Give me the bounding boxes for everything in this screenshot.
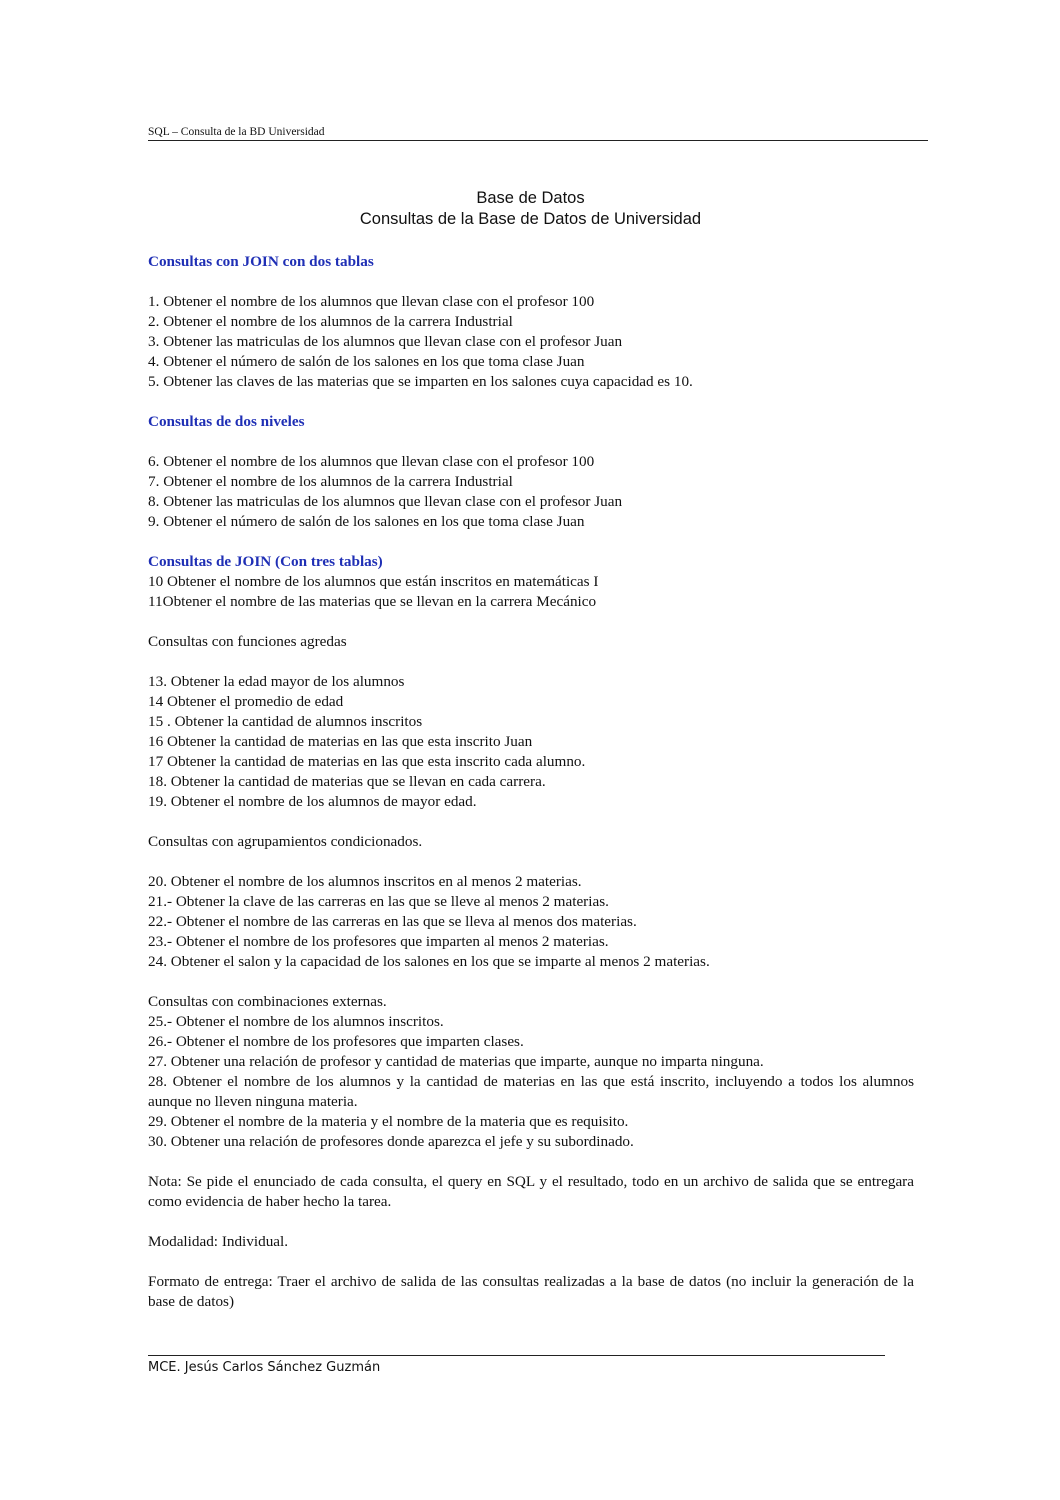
section-heading-outer-joins: Consultas con combinaciones externas. — [148, 993, 387, 1010]
running-header: SQL – Consulta de la BD Universidad — [148, 126, 928, 141]
list-item: 7. Obtener el nombre de los alumnos de la carrera Industrial — [148, 473, 513, 490]
title-line-1: Base de Datos — [476, 189, 585, 207]
section-heading-conditional-grouping: Consultas con agrupamientos condicionados. — [148, 833, 423, 850]
list-item: 29. Obtener el nombre de la materia y el nombre de la materia que es requisito. — [148, 1113, 629, 1130]
list-item: 20. Obtener el nombre de los alumnos inscritos en al menos 2 materias. — [148, 873, 582, 890]
delivery-format-paragraph: Formato de entrega: Traer el archivo de salida de las consultas realizadas a la base de datos (no incluir la generación de la base de datos) — [148, 1273, 914, 1310]
list-item: 27. Obtener una relación de profesor y cantidad de materias que imparte, aunque no imparta ninguna. — [148, 1053, 764, 1070]
footer-divider — [148, 1355, 885, 1356]
list-item: 21.- Obtener la clave de las carreras en las que se lleve al menos 2 materias. — [148, 893, 609, 910]
list-item: 8. Obtener las matriculas de los alumnos que llevan clase con el profesor Juan — [148, 493, 623, 510]
modality-paragraph: Modalidad: Individual. — [148, 1233, 289, 1250]
document-body — [148, 252, 914, 1312]
list-item: 4. Obtener el número de salón de los salones en los que toma clase Juan — [148, 353, 585, 370]
list-item: 9. Obtener el número de salón de los salones en los que toma clase Juan — [148, 513, 585, 530]
list-item: 18. Obtener la cantidad de materias que se llevan en cada carrera. — [148, 773, 546, 790]
list-item: 13. Obtener la edad mayor de los alumnos — [148, 673, 405, 690]
list-item: 6. Obtener el nombre de los alumnos que llevan clase con el profesor 100 — [148, 453, 595, 470]
list-item: 26.- Obtener el nombre de los profesores que imparten clases. — [148, 1033, 524, 1050]
document-title — [148, 188, 913, 230]
list-item: 1. Obtener el nombre de los alumnos que llevan clase con el profesor 100 — [148, 293, 595, 310]
list-item: 2. Obtener el nombre de los alumnos de la carrera Industrial — [148, 313, 513, 330]
footer-author: MCE. Jesús Carlos Sánchez Guzmán — [148, 1360, 381, 1375]
section-heading-join-three-tables: Consultas de JOIN (Con tres tablas) — [148, 553, 383, 570]
list-item: 30. Obtener una relación de profesores donde aparezca el jefe y su subordinado. — [148, 1133, 634, 1150]
list-item: 15 . Obtener la cantidad de alumnos inscritos — [148, 713, 423, 730]
list-item: 24. Obtener el salon y la capacidad de los salones en los que se imparte al menos 2 materias. — [148, 953, 710, 970]
note-paragraph: Nota: Se pide el enunciado de cada consulta, el query en SQL y el resultado, todo en un archivo de salida que se entregara como evidencia de haber hecho la tarea. — [148, 1173, 914, 1210]
list-item: 19. Obtener el nombre de los alumnos de mayor edad. — [148, 793, 477, 810]
section-heading-join-two-tables: Consultas con JOIN con dos tablas — [148, 253, 374, 270]
title-line-2: Consultas de la Base de Datos de Universidad — [359, 210, 702, 228]
list-item: 22.- Obtener el nombre de las carreras en las que se lleva al menos dos materias. — [148, 913, 637, 930]
list-item: 11Obtener el nombre de las materias que se llevan en la carrera Mecánico — [148, 593, 597, 610]
list-item: 10 Obtener el nombre de los alumnos que están inscritos en matemáticas I — [148, 573, 599, 590]
list-item: 16 Obtener la cantidad de materias en las que esta inscrito Juan — [148, 733, 533, 750]
list-item: 14 Obtener el promedio de edad — [148, 693, 344, 710]
list-item: 25.- Obtener el nombre de los alumnos inscritos. — [148, 1013, 444, 1030]
list-item: 17 Obtener la cantidad de materias en las que esta inscrito cada alumno. — [148, 753, 586, 770]
section-heading-aggregate-functions: Consultas con funciones agredas — [148, 633, 347, 650]
section-heading-two-levels: Consultas de dos niveles — [148, 413, 305, 430]
list-item: 3. Obtener las matriculas de los alumnos que llevan clase con el profesor Juan — [148, 333, 623, 350]
list-item: 23.- Obtener el nombre de los profesores que imparten al menos 2 materias. — [148, 933, 609, 950]
list-item: 28. Obtener el nombre de los alumnos y la cantidad de materias en las que está inscrito, incluyendo a todos los alumnos aunque no lleven ninguna materia. — [148, 1073, 914, 1110]
list-item: 5. Obtener las claves de las materias que se imparten en los salones cuya capacidad es 10. — [148, 373, 693, 390]
